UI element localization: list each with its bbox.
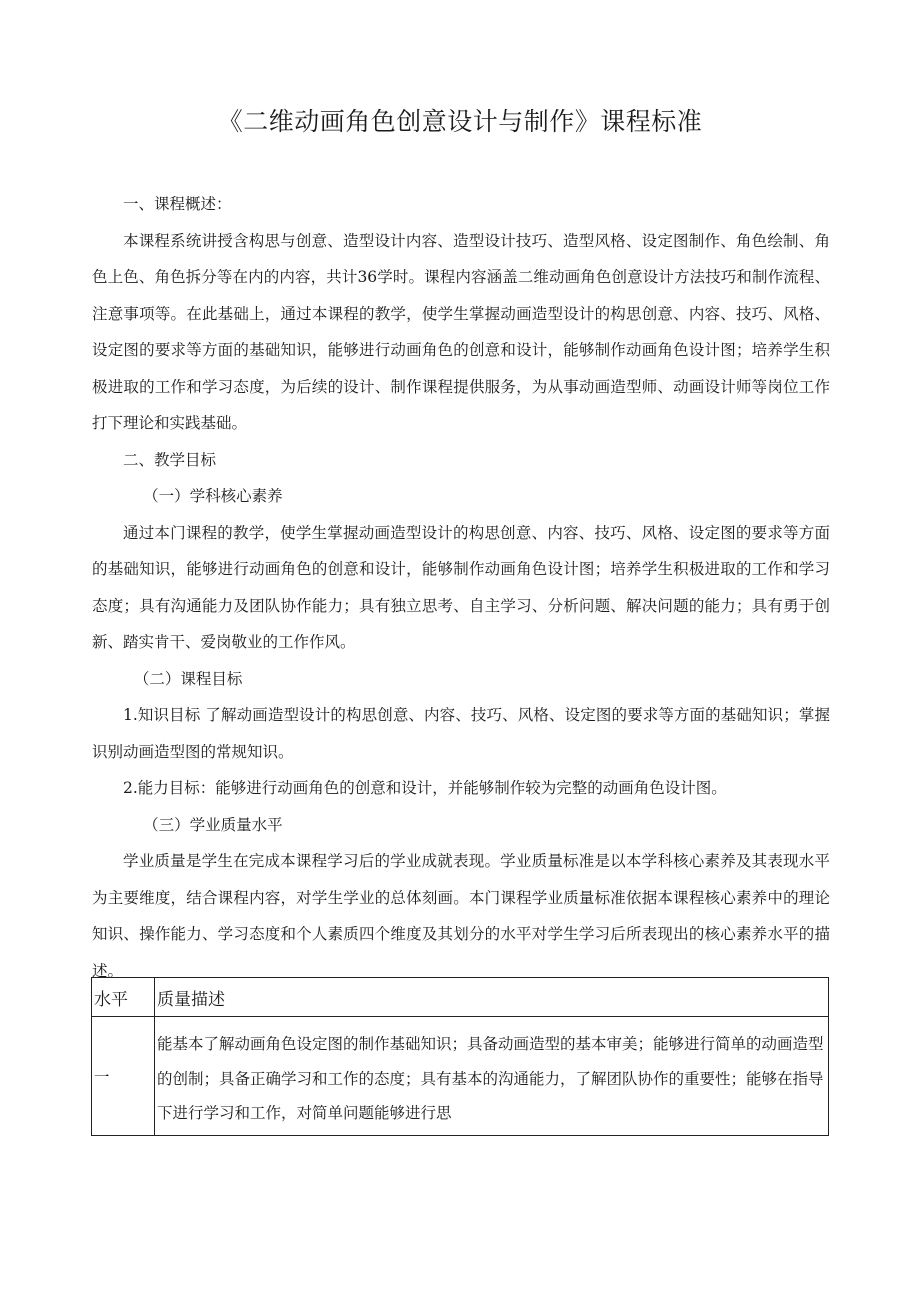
subsection-heading-course-goals: （二）课程目标: [133, 669, 243, 688]
subsection-heading-core: （一）学科核心素养: [143, 487, 283, 505]
quality-paragraph: 学业质量是学生在完成本课程学习后的学业成就表现。学业质量标准是以本学科核心素养及其表现水平为主要维度，结合课程内容，对学生学业的总体刻画。本门课程学业质量标准依据本课程核心素养中的理论知识、操作能力、学习态度和个人素质四个维度及其划分的水平对学生学习后所表现出的核心素养水平的描述。: [92, 852, 830, 980]
table-row: [92, 1017, 829, 1136]
section-heading-goals: 二、教学目标: [123, 450, 217, 469]
row-description: 能基本了解动画角色设定图的制作基础知识；具备动画造型的基本审美；能够进行简单的动画造型的创制；具备正确学习和工作的态度；具有基本的沟通能力，了解团队协作的重要性；能够在指导下进行学习和工作，对简单问题能够进行思: [155, 1017, 829, 1136]
subsection-heading-quality: （三）学业质量水平: [143, 815, 283, 834]
header-description: 质量描述: [155, 978, 829, 1017]
row-level: 一: [92, 1017, 155, 1136]
knowledge-goal-paragraph: 1.知识目标 了解动画造型设计的构思创意、内容、技巧、风格、设定图的要求等方面的基础知识；掌握识别动画造型图的常规知识。: [92, 706, 830, 761]
overview-paragraph: 本课程系统讲授含构思与创意、造型设计内容、造型设计技巧、造型风格、设定图制作、角色绘制、角色上色、角色拆分等在内的内容，共计36学时。课程内容涵盖二维动画角色创意设计方法技巧和制作流程、注意事项等。在此基础上，通过本课程的教学，使学生掌握动画造型设计的构思创意、内容、技巧、风格、设定图的要求等方面的基础知识，能够进行动画角色的创意和设计，能够制作动画角色设计图；培养学生积极进取的工作和学习态度，为后续的设计、制作课程提供服务，为从事动画造型师、动画设计师等岗位工作打下理论和实践基础。: [92, 231, 830, 432]
header-level: 水平: [92, 978, 155, 1017]
ability-goal-paragraph: 2.能力目标：能够进行动画角色的创意和设计，并能够制作较为完整的动画角色设计图。: [123, 779, 727, 797]
core-paragraph: 通过本门课程的教学，使学生掌握动画造型设计的构思创意、内容、技巧、风格、设定图的要求等方面的基础知识，能够进行动画角色的创意和设计，能够制作动画角色设计图；培养学生积极进取的工作和学习态度；具有沟通能力及团队协作能力；具有独立思考、自主学习、分析问题、解决问题的能力；具有勇于创新、踏实肯干、爱岗敬业的工作作风。: [92, 523, 830, 651]
document-body: [92, 186, 830, 989]
section-heading-overview: 一、课程概述：: [123, 195, 232, 213]
table-header-row: [92, 978, 829, 1017]
quality-level-table: [91, 977, 829, 1136]
document-title: 《二维动画角色创意设计与制作》课程标准: [217, 107, 703, 136]
